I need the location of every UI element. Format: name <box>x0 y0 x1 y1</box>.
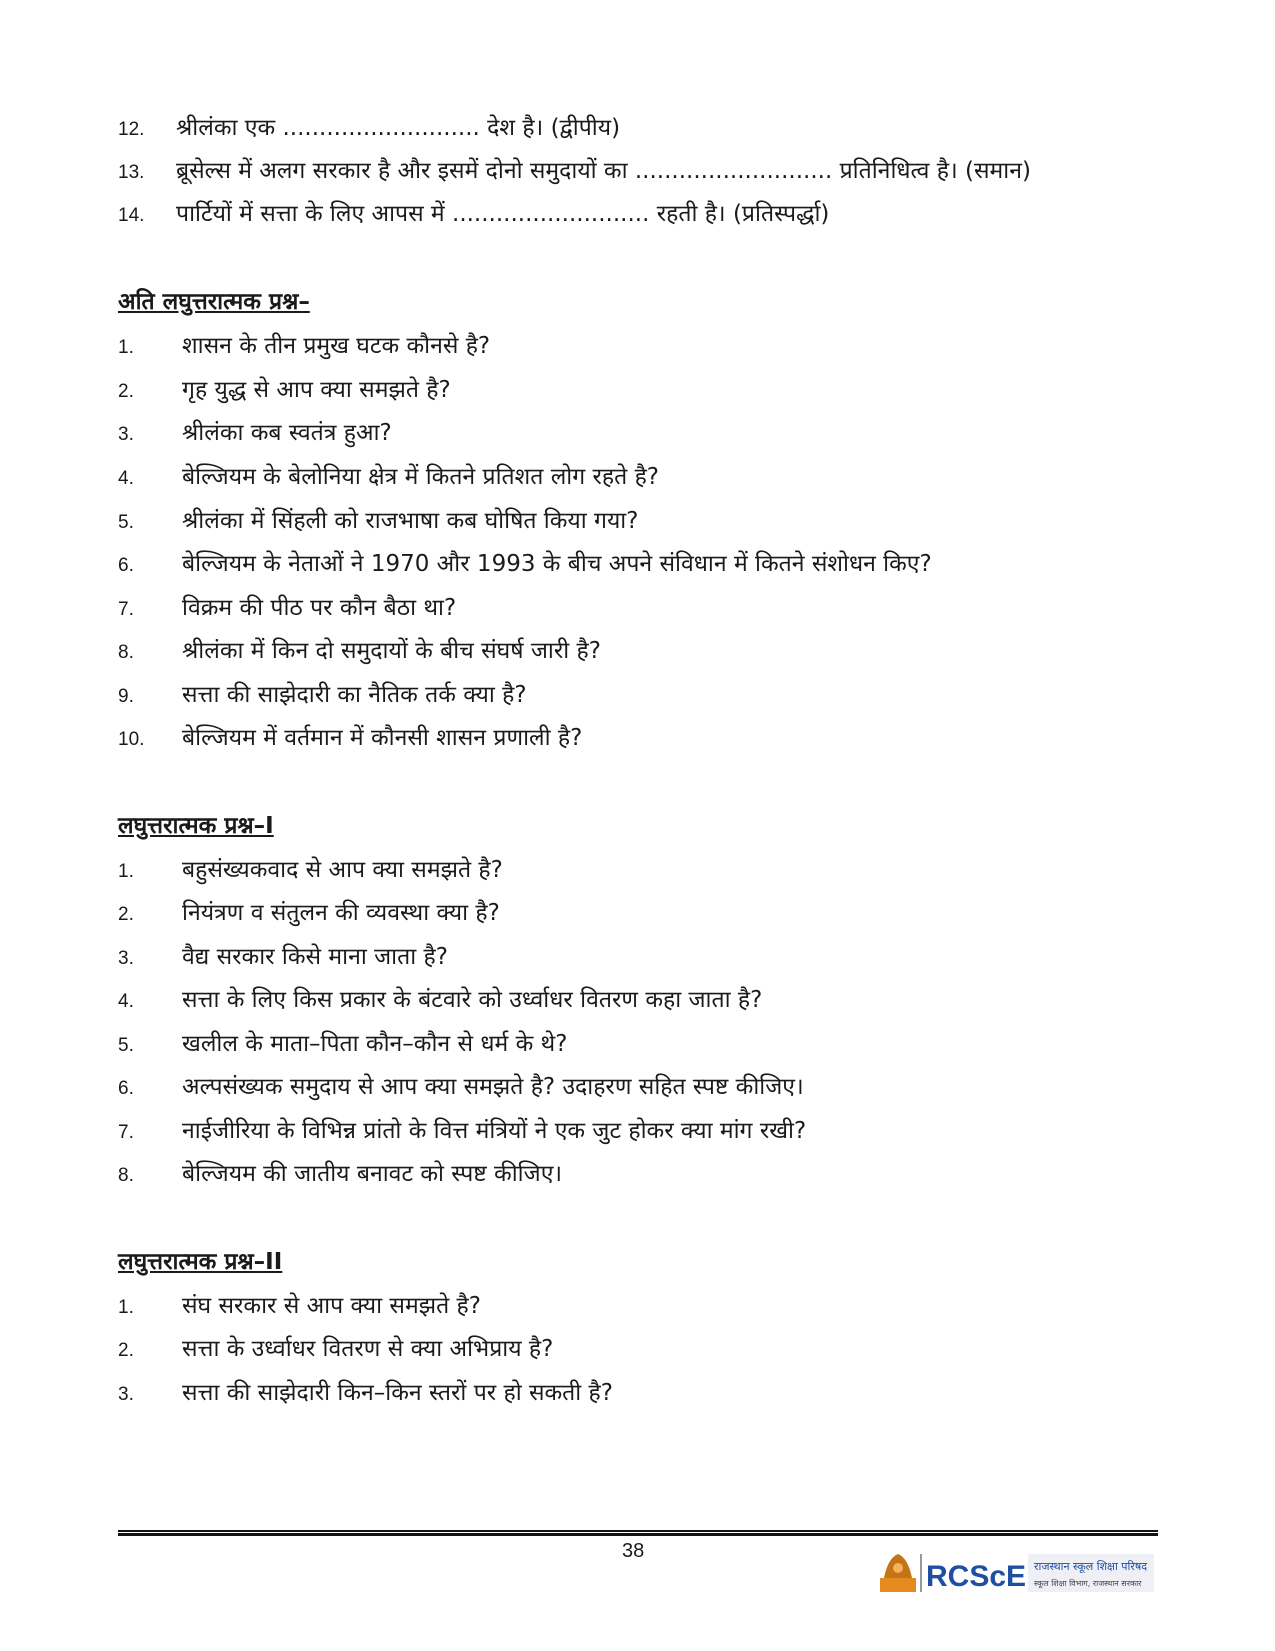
question-item <box>118 723 1158 755</box>
footer-divider <box>118 1530 1158 1536</box>
section-heading-short-1: लघुत्तरात्मक प्रश्न–I <box>118 813 274 839</box>
blank-item <box>118 156 1158 188</box>
item-text: बेल्जियम में वर्तमान में कौनसी शासन प्रणाली है? <box>182 725 583 751</box>
question-item <box>118 1291 1158 1323</box>
question-item <box>118 942 1158 974</box>
rcsce-logo <box>876 1548 1156 1598</box>
item-number: 6. <box>118 1078 134 1099</box>
question-item <box>118 462 1158 494</box>
item-text: ब्रूसेल्स में अलग सरकार है और इसमें दोनो समुदायों का ........................... प्रतिनिधित्व है। (समान) <box>176 158 1031 184</box>
item-number: 7. <box>118 1122 134 1143</box>
item-text: श्रीलंका एक ........................... देश है। (द्वीपीय) <box>176 115 621 141</box>
item-number: 5. <box>118 512 134 533</box>
item-text: सत्ता के उर्ध्वाधर वितरण से क्या अभिप्राय है? <box>182 1336 554 1362</box>
item-number: 9. <box>118 686 134 707</box>
item-text: बेल्जियम के बेलोनिया क्षेत्र में कितने प्रतिशत लोग रहते है? <box>182 464 659 490</box>
item-text: बहुसंख्यकवाद से आप क्या समझते है? <box>182 857 503 883</box>
question-item <box>118 1334 1158 1366</box>
item-number: 14. <box>118 205 145 226</box>
question-item <box>118 855 1158 887</box>
item-number: 2. <box>118 381 134 402</box>
item-text: नाईजीरिया के विभिन्न प्रांतो के वित्त मंत्रियों ने एक जुट होकर क्या मांग रखी? <box>182 1118 807 1144</box>
blank-item <box>118 113 1158 145</box>
item-text: संघ सरकार से आप क्या समझते है? <box>182 1293 481 1319</box>
emblem-icon <box>880 1554 916 1592</box>
question-item <box>118 375 1158 407</box>
item-text: नियंत्रण व संतुलन की व्यवस्था क्या है? <box>182 900 500 926</box>
item-number: 8. <box>118 642 134 663</box>
item-text: वैद्य सरकार किसे माना जाता है? <box>182 944 448 970</box>
item-text: विक्रम की पीठ पर कौन बैठा था? <box>182 595 457 621</box>
blank-item <box>118 199 1158 231</box>
item-number: 1. <box>118 861 134 882</box>
item-number: 4. <box>118 991 134 1012</box>
item-number: 3. <box>118 1384 134 1405</box>
question-item <box>118 331 1158 363</box>
item-number: 7. <box>118 599 134 620</box>
item-number: 1. <box>118 337 134 358</box>
question-item <box>118 1159 1158 1191</box>
question-item <box>118 506 1158 538</box>
item-text: श्रीलंका कब स्वतंत्र हुआ? <box>182 420 392 446</box>
item-text: बेल्जियम की जातीय बनावट को स्पष्ट कीजिए। <box>182 1161 563 1187</box>
item-number: 8. <box>118 1165 134 1186</box>
question-item <box>118 680 1158 712</box>
item-number: 1. <box>118 1297 134 1318</box>
question-item <box>118 1029 1158 1061</box>
item-number: 2. <box>118 904 134 925</box>
item-number: 10. <box>118 729 145 750</box>
item-text: शासन के तीन प्रमुख घटक कौनसे है? <box>182 333 491 359</box>
question-item <box>118 418 1158 450</box>
item-text: सत्ता की साझेदारी किन–किन स्तरों पर हो सकती है? <box>182 1380 613 1406</box>
item-number: 5. <box>118 1035 134 1056</box>
question-item <box>118 985 1158 1017</box>
logo-name: RCScE <box>926 1560 1027 1593</box>
item-number: 4. <box>118 468 134 489</box>
item-text: श्रीलंका में सिंहली को राजभाषा कब घोषित किया गया? <box>182 508 639 534</box>
item-number: 6. <box>118 555 134 576</box>
item-number: 13. <box>118 162 145 183</box>
item-text: पार्टियों में सत्ता के लिए आपस में ........................... रहती है। (प्रतिस्पर्द्धा) <box>176 201 830 227</box>
question-item <box>118 898 1158 930</box>
item-number: 2. <box>118 1340 134 1361</box>
item-text: खलील के माता–पिता कौन–कौन से धर्म के थे? <box>182 1031 568 1057</box>
page-number: 38 <box>622 1540 645 1562</box>
question-item <box>118 593 1158 625</box>
logo-subtitle: स्कूल शिक्षा विभाग, राजस्थान सरकार <box>1034 1579 1142 1588</box>
item-text: गृह युद्ध से आप क्या समझते है? <box>182 377 451 403</box>
section-heading-short-2: लघुत्तरात्मक प्रश्न–II <box>118 1249 283 1275</box>
logo-title: राजस्थान स्कूल शिक्षा परिषद <box>1034 1560 1148 1573</box>
question-item <box>118 1378 1158 1410</box>
item-number: 3. <box>118 424 134 445</box>
item-text: श्रीलंका में किन दो समुदायों के बीच संघर्ष जारी है? <box>182 638 601 664</box>
question-item <box>118 636 1158 668</box>
question-item <box>118 1116 1158 1148</box>
item-number: 12. <box>118 119 145 140</box>
question-item <box>118 549 1158 581</box>
item-text: बेल्जियम के नेताओं ने 1970 और 1993 के बीच अपने संविधान में कितने संशोधन किए? <box>182 551 932 577</box>
section-heading-very-short: अति लघुत्तरात्मक प्रश्न– <box>118 289 310 315</box>
item-text: सत्ता के लिए किस प्रकार के बंटवारे को उर्ध्वाधर वितरण कहा जाता है? <box>182 987 763 1013</box>
item-text: अल्पसंख्यक समुदाय से आप क्या समझते है? उदाहरण सहित स्पष्ट कीजिए। <box>182 1074 804 1100</box>
question-item <box>118 1072 1158 1104</box>
item-number: 3. <box>118 948 134 969</box>
item-text: सत्ता की साझेदारी का नैतिक तर्क क्या है? <box>182 682 527 708</box>
